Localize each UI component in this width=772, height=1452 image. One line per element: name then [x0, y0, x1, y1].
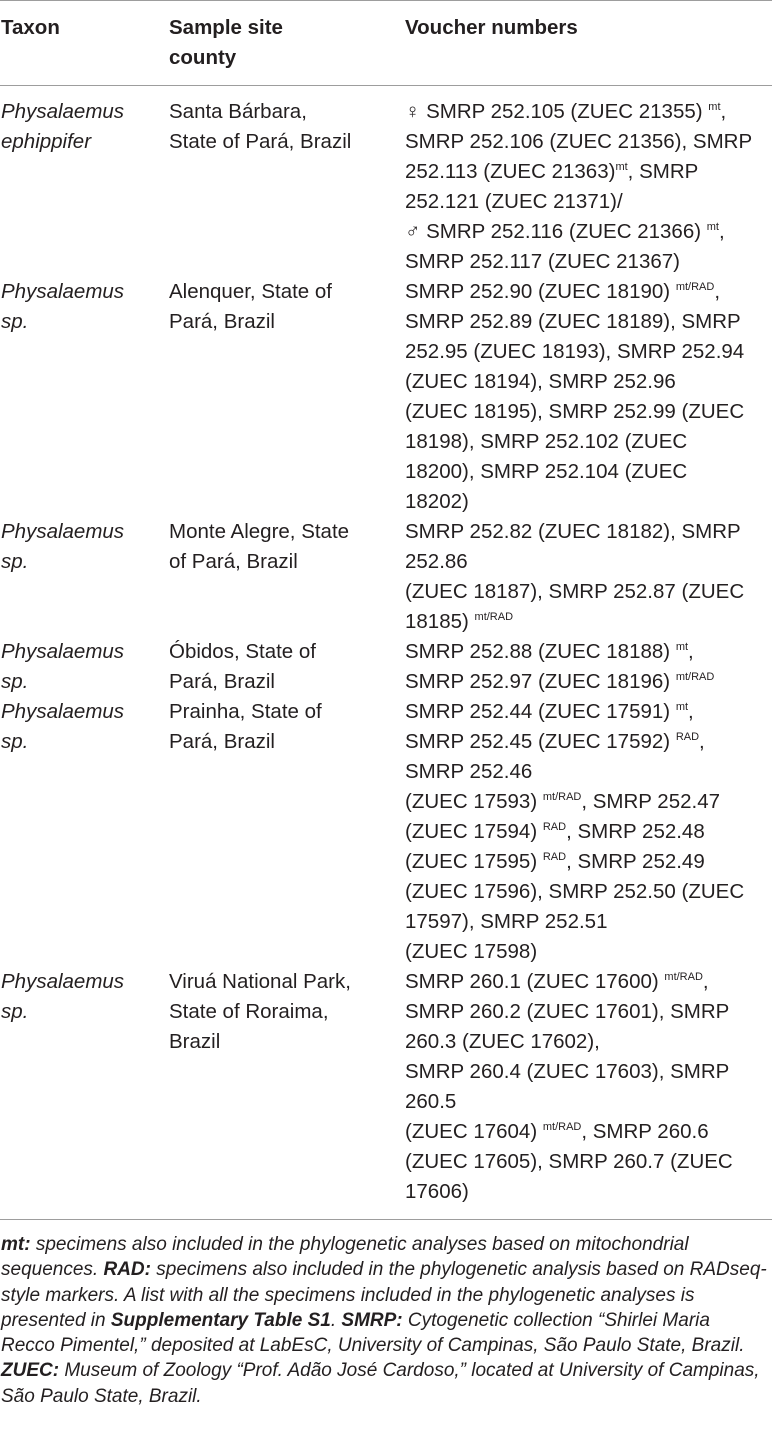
- sample-site-line: Alenquer, State of: [169, 280, 332, 303]
- sample-site-line: of Pará, Brazil: [169, 550, 298, 573]
- voucher-text: ♂ SMRP 252.116 (ZUEC 21366): [405, 220, 707, 243]
- voucher-line: [405, 487, 767, 517]
- voucher-text: 252.86: [405, 550, 468, 573]
- voucher-marker-mt-rad: mt/RAD: [474, 611, 514, 623]
- header-voucher-numbers: Voucher numbers: [405, 16, 578, 39]
- voucher-text-cont: ,: [702, 970, 709, 993]
- voucher-cell: [405, 277, 767, 517]
- voucher-text-cont: ,: [688, 640, 694, 663]
- voucher-line: [405, 727, 767, 757]
- voucher-text: (ZUEC 17594): [405, 820, 543, 843]
- voucher-text: (ZUEC 17596), SMRP 252.50 (ZUEC: [405, 880, 745, 903]
- voucher-line: [405, 367, 767, 397]
- footnote-text: Museum of Zoology “Prof. Adão José Cardoso,” located at University of Campinas, São Paulo State, Brazil.: [1, 1360, 760, 1407]
- voucher-line: [405, 817, 767, 847]
- footnote-text: Cytogenetic collection “Shirlei Maria Recco Pimentel,” deposited at LabEsC, University of Campinas, São Paulo State, Brazil.: [1, 1309, 745, 1357]
- voucher-line: [405, 907, 767, 937]
- voucher-line: [405, 577, 767, 607]
- footnote-term: mt:: [1, 1234, 31, 1255]
- voucher-line: [405, 547, 767, 577]
- voucher-line: [405, 187, 767, 217]
- voucher-line: [405, 217, 767, 247]
- voucher-text: SMRP 252.89 (ZUEC 18189), SMRP: [405, 310, 741, 333]
- voucher-line: [405, 637, 767, 667]
- sample-site-line: Monte Alegre, State: [169, 520, 350, 543]
- voucher-line: [405, 157, 767, 187]
- voucher-marker-mt: mt: [675, 641, 689, 653]
- taxon-species: sp.: [1, 550, 29, 573]
- voucher-text: SMRP 252.45 (ZUEC 17592): [405, 730, 676, 753]
- taxon-species: sp.: [1, 310, 29, 333]
- voucher-text-cont: , SMRP: [627, 160, 699, 183]
- voucher-line: [405, 1177, 767, 1207]
- footnote-text: .: [330, 1309, 342, 1331]
- voucher-text-cont: ,: [719, 220, 725, 243]
- sample-site-line: Óbidos, State of: [169, 640, 317, 663]
- taxon-genus: Physalaemus: [1, 970, 125, 993]
- sample-site-line: Prainha, State of: [169, 700, 322, 723]
- header-sample-site: [169, 13, 397, 73]
- footnote-text: specimens also included in the phylogenetic analysis based on RADseq-style markers. A list with all the specimens included in the phylogenetic analyses is presented in: [1, 1259, 767, 1331]
- voucher-text: SMRP 252.46: [405, 760, 533, 783]
- voucher-text: (ZUEC 17595): [405, 850, 543, 873]
- voucher-text: SMRP 252.106 (ZUEC 21356), SMRP: [405, 130, 753, 153]
- voucher-line: [405, 1057, 767, 1087]
- voucher-line: [405, 997, 767, 1027]
- sample-site-line: State of Roraima,: [169, 1000, 329, 1023]
- taxon-species: sp.: [1, 670, 29, 693]
- voucher-text-cont: ,: [714, 280, 721, 303]
- voucher-line: [405, 847, 767, 877]
- voucher-text-cont: , SMRP 260.6: [581, 1120, 709, 1143]
- voucher-line: [405, 697, 767, 727]
- voucher-text: 18185): [405, 610, 475, 633]
- voucher-text: SMRP 252.88 (ZUEC 18188): [405, 640, 676, 663]
- voucher-text: SMRP 252.44 (ZUEC 17591): [405, 700, 676, 723]
- footnote-term: RAD:: [103, 1259, 151, 1281]
- sample-site-cell: [169, 967, 397, 1057]
- voucher-marker-mt-rad: mt/RAD: [664, 971, 703, 983]
- voucher-line: [405, 967, 767, 997]
- voucher-text: 252.95 (ZUEC 18193), SMRP 252.94: [405, 340, 745, 363]
- sample-site-cell: [169, 97, 397, 157]
- taxon-genus: Physalaemus: [1, 640, 125, 663]
- taxon-genus: Physalaemus: [1, 280, 125, 303]
- footnote-term: SMRP:: [341, 1309, 403, 1331]
- voucher-cell: [405, 967, 767, 1207]
- voucher-text: 17606): [405, 1180, 469, 1203]
- voucher-marker-mt-rad: mt/RAD: [542, 791, 582, 803]
- voucher-text: SMRP 252.117 (ZUEC 21367): [405, 250, 680, 273]
- voucher-line: [405, 307, 767, 337]
- voucher-text: SMRP 252.90 (ZUEC 18190): [405, 280, 676, 303]
- sample-site-cell: [169, 277, 397, 337]
- voucher-text: SMRP 252.82 (ZUEC 18182), SMRP: [405, 520, 741, 543]
- voucher-text: SMRP 252.97 (ZUEC 18196): [405, 670, 676, 693]
- voucher-text: 260.5: [405, 1090, 457, 1113]
- taxon-cell: [1, 967, 161, 1027]
- taxon-species: ephippifer: [1, 130, 92, 153]
- taxon-cell: [1, 277, 161, 337]
- voucher-text: 18198), SMRP 252.102 (ZUEC: [405, 430, 688, 453]
- taxon-cell: [1, 697, 161, 757]
- voucher-line: [405, 787, 767, 817]
- voucher-text: SMRP 260.1 (ZUEC 17600): [405, 970, 665, 993]
- taxon-genus: Physalaemus: [1, 100, 125, 123]
- taxon-species: sp.: [1, 1000, 29, 1023]
- voucher-text-cont: , SMRP 252.47: [581, 790, 721, 813]
- voucher-text: (ZUEC 17598): [405, 940, 538, 963]
- voucher-text: 18202): [405, 490, 469, 513]
- header-sample-site-line1: Sample site: [169, 16, 283, 39]
- voucher-marker-mt: mt: [615, 161, 628, 173]
- sample-site-line: Brazil: [169, 1030, 221, 1053]
- voucher-line: [405, 1147, 767, 1177]
- voucher-marker-rad: RAD: [542, 851, 567, 863]
- voucher-line: [405, 667, 767, 697]
- voucher-text-cont: , SMRP 252.48: [566, 820, 705, 843]
- voucher-marker-rad: RAD: [542, 821, 567, 833]
- table-footnote: [1, 1232, 767, 1409]
- sample-site-cell: [169, 637, 397, 697]
- sample-site-line: Santa Bárbara,: [169, 100, 307, 123]
- voucher-text: 252.121 (ZUEC 21371)/: [405, 190, 623, 213]
- voucher-cell: [405, 697, 767, 967]
- voucher-marker-mt: mt: [706, 221, 719, 233]
- voucher-text: SMRP 260.4 (ZUEC 17603), SMRP: [405, 1060, 730, 1083]
- voucher-line: [405, 1117, 767, 1147]
- voucher-text: 17597), SMRP 252.51: [405, 910, 608, 933]
- voucher-line: [405, 127, 767, 157]
- sample-site-line: State of Pará, Brazil: [169, 130, 352, 153]
- voucher-text: 252.113 (ZUEC 21363): [405, 160, 616, 183]
- voucher-text-cont: , SMRP 252.49: [566, 850, 705, 873]
- sample-site-line: Pará, Brazil: [169, 670, 275, 693]
- voucher-line: [405, 427, 767, 457]
- taxon-cell: [1, 97, 161, 157]
- footnote-term: ZUEC:: [1, 1360, 60, 1382]
- voucher-text: (ZUEC 17593): [405, 790, 543, 813]
- voucher-text: (ZUEC 17605), SMRP 260.7 (ZUEC: [405, 1150, 733, 1173]
- sample-site-cell: [169, 697, 397, 757]
- voucher-line: [405, 517, 767, 547]
- voucher-line: [405, 1087, 767, 1117]
- voucher-marker-mt-rad: mt/RAD: [675, 671, 715, 683]
- table-bottom-rule: [0, 1219, 772, 1220]
- voucher-cell: [405, 637, 767, 697]
- voucher-cell: [405, 97, 767, 277]
- voucher-text: 18200), SMRP 252.104 (ZUEC: [405, 460, 688, 483]
- voucher-line: [405, 277, 767, 307]
- voucher-text-cont: ,: [688, 700, 694, 723]
- voucher-cell: [405, 517, 767, 637]
- voucher-text-cont: ,: [699, 730, 705, 753]
- voucher-line: [405, 337, 767, 367]
- header-rule: [0, 85, 772, 86]
- voucher-marker-mt-rad: mt/RAD: [675, 281, 715, 293]
- voucher-line: [405, 247, 767, 277]
- voucher-marker-mt: mt: [708, 101, 721, 113]
- taxon-cell: [1, 637, 161, 697]
- voucher-marker-rad: RAD: [675, 731, 700, 743]
- voucher-text: 260.3 (ZUEC 17602),: [405, 1030, 600, 1053]
- sample-site-line: Pará, Brazil: [169, 730, 275, 753]
- voucher-line: [405, 757, 767, 787]
- header-taxon: Taxon: [1, 16, 60, 39]
- voucher-line: [405, 877, 767, 907]
- voucher-marker-mt-rad: mt/RAD: [542, 1121, 582, 1133]
- voucher-text: (ZUEC 17604): [405, 1120, 543, 1143]
- table-top-rule: [0, 0, 772, 1]
- voucher-text: (ZUEC 18187), SMRP 252.87 (ZUEC: [405, 580, 745, 603]
- voucher-text-cont: ,: [720, 100, 727, 123]
- taxon-cell: [1, 517, 161, 577]
- sample-site-line: Pará, Brazil: [169, 310, 275, 333]
- voucher-line: [405, 937, 767, 967]
- voucher-text: (ZUEC 18195), SMRP 252.99 (ZUEC: [405, 400, 745, 423]
- sample-site-cell: [169, 517, 397, 577]
- taxon-genus: Physalaemus: [1, 700, 125, 723]
- footnote-text: specimens also included in the phylogenetic analyses based on mitochondrial sequences.: [1, 1234, 689, 1281]
- voucher-marker-mt: mt: [675, 701, 689, 713]
- voucher-text: (ZUEC 18194), SMRP 252.96: [405, 370, 676, 393]
- taxon-species: sp.: [1, 730, 29, 753]
- sample-site-line: Viruá National Park,: [169, 970, 351, 993]
- taxon-genus: Physalaemus: [1, 520, 125, 543]
- header-sample-site-line2: county: [169, 46, 237, 69]
- voucher-text: SMRP 260.2 (ZUEC 17601), SMRP: [405, 1000, 730, 1023]
- voucher-text: ♀ SMRP 252.105 (ZUEC 21355): [405, 100, 709, 123]
- voucher-line: [405, 97, 767, 127]
- voucher-line: [405, 607, 767, 637]
- voucher-line: [405, 1027, 767, 1057]
- voucher-line: [405, 457, 767, 487]
- voucher-line: [405, 397, 767, 427]
- footnote-term: Supplementary Table S1: [110, 1309, 331, 1331]
